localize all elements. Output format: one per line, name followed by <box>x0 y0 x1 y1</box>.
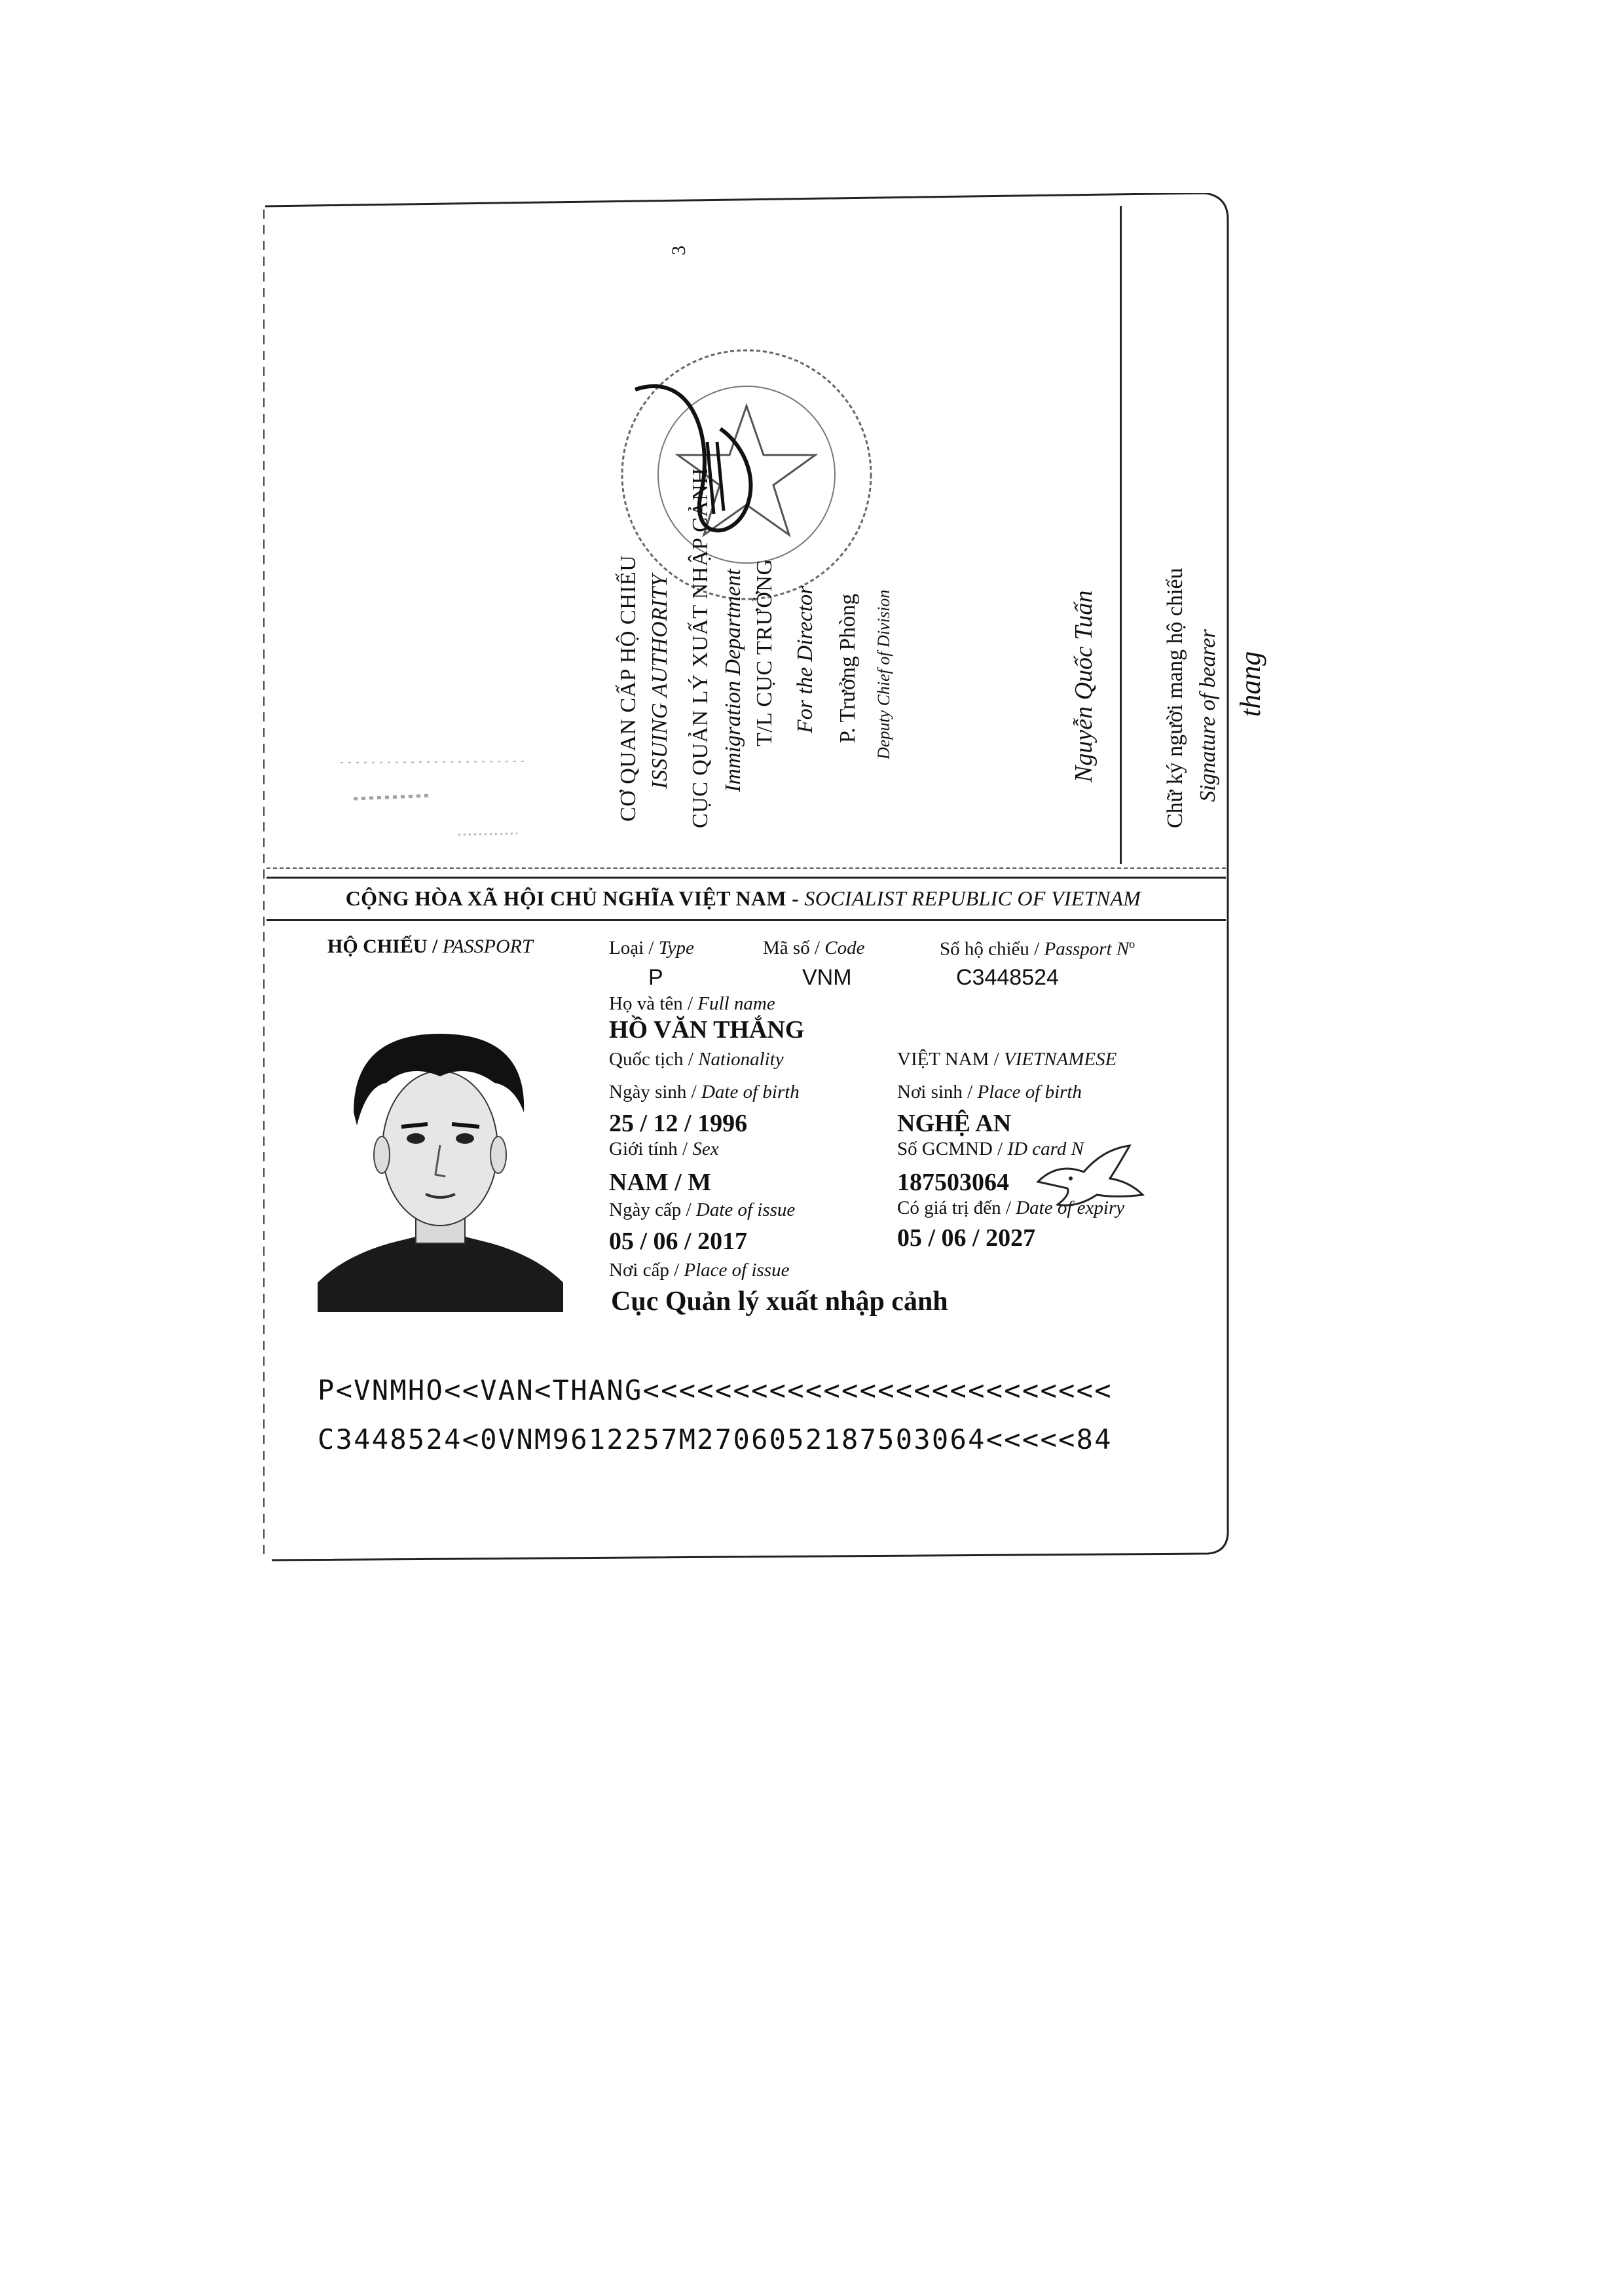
place-of-issue-label <box>609 1260 789 1281</box>
place-of-issue-label-en: Place of issue <box>684 1260 790 1281</box>
country-header-vi: CỘNG HÒA XÃ HỘI CHỦ NGHĨA VIỆT NAM - <box>345 886 805 910</box>
full-name-label <box>609 993 775 1015</box>
bearer-signature: thang <box>1234 651 1266 717</box>
deputy-en: Deputy Chief of Division <box>874 589 893 759</box>
country-header-en: SOCIALIST REPUBLIC OF VIETNAM <box>804 886 1141 910</box>
place-of-issue-value: Cục Quản lý xuất nhập cảnh <box>611 1286 948 1317</box>
sex-value: NAM / M <box>609 1169 712 1196</box>
place-of-birth-value: NGHỆ AN <box>897 1110 1012 1137</box>
signer-name: Nguyễn Quốc Tuấn <box>1070 590 1098 782</box>
code-value: VNM <box>802 965 852 990</box>
document-title-vi: HỘ CHIẾU / <box>327 936 443 957</box>
date-of-issue-label-en: Date of issue <box>695 1199 796 1220</box>
date-of-birth-label-en: Date of birth <box>701 1082 800 1102</box>
bearer-signature-block <box>1162 455 1624 848</box>
date-of-birth-value: 25 / 12 / 1996 <box>609 1110 748 1137</box>
type-label-vi: Loại / <box>609 938 659 958</box>
bearer-signature-label-en: Signature of bearer <box>1196 629 1220 802</box>
nationality-label-vi: Quốc tịch / <box>609 1049 699 1070</box>
header-rule <box>267 919 1226 921</box>
full-name-label-en: Full name <box>697 993 775 1014</box>
mrz-line-2: C3448524<0VNM9612257M2706052187503064<<<<<84 <box>318 1423 1113 1455</box>
sex-label-vi: Giới tính / <box>609 1139 693 1159</box>
mrz-line-1: P<VNMHO<<VAN<THANG<<<<<<<<<<<<<<<<<<<<<<<<<< <box>318 1374 1113 1406</box>
dove-watermark-icon <box>1031 1142 1149 1214</box>
for-director-en: For the Director <box>793 585 817 733</box>
id-card-value: 187503064 <box>897 1169 1009 1196</box>
deputy-vi: P. Trưởng Phòng <box>836 593 860 743</box>
issuing-authority-vi: CƠ QUAN CẤP HỘ CHIẾU <box>616 555 640 822</box>
document-title <box>327 936 533 958</box>
nationality-label-en: Nationality <box>698 1049 784 1070</box>
bearer-photo <box>318 1014 563 1312</box>
full-name-label-vi: Họ và tên / <box>609 993 698 1014</box>
date-of-expiry-value: 05 / 06 / 2027 <box>897 1224 1036 1252</box>
code-label <box>763 938 864 959</box>
date-of-expiry-label-vi: Có giá trị đến / <box>897 1197 1016 1218</box>
place-of-issue-label-vi: Nơi cấp / <box>609 1260 684 1281</box>
observations-page <box>252 193 1266 877</box>
date-of-issue-value: 05 / 06 / 2017 <box>609 1228 748 1255</box>
passport-number-label-sup: o <box>1129 938 1135 951</box>
passport-data-page <box>252 877 1231 1561</box>
nationality-value <box>897 1049 1116 1070</box>
sex-label <box>609 1139 719 1160</box>
page-number: 3 <box>668 246 690 255</box>
department-en: Immigration Department <box>721 569 745 792</box>
place-of-birth-label-en: Place of birth <box>977 1082 1082 1102</box>
nationality-label <box>609 1049 784 1070</box>
fold-line <box>267 867 1226 869</box>
for-director-vi: T/L CỤC TRƯỞNG <box>752 558 777 746</box>
date-of-issue-label-vi: Ngày cấp / <box>609 1199 696 1220</box>
place-of-birth-label-vi: Nơi sinh / <box>897 1082 978 1102</box>
type-value: P <box>648 965 663 990</box>
passport-number-label-en: Passport N <box>1044 938 1130 960</box>
document-title-en: PASSPORT <box>442 936 533 957</box>
scan-noise <box>334 750 530 848</box>
passport-number-label-vi: Số hộ chiếu / <box>940 938 1044 960</box>
id-card-label-en: ID card N <box>1007 1139 1084 1159</box>
date-of-birth-label <box>609 1082 800 1103</box>
place-of-birth-label <box>897 1082 1082 1103</box>
date-of-issue-label <box>609 1199 795 1221</box>
nationality-value-en: VIETNAMESE <box>1003 1049 1117 1070</box>
passport-number-value: C3448524 <box>956 965 1059 990</box>
country-header <box>318 886 1169 911</box>
type-label <box>609 938 694 959</box>
passport-number-label <box>940 938 1135 960</box>
date-of-expiry-label-en: Date of expiry <box>1016 1197 1125 1218</box>
date-of-birth-label-vi: Ngày sinh / <box>609 1082 701 1102</box>
issuing-authority-en: ISSUING AUTHORITY <box>648 574 672 789</box>
department-vi: CỤC QUẢN LÝ XUẤT NHẬP CẢNH <box>688 467 712 828</box>
code-label-vi: Mã số / <box>763 938 825 958</box>
sex-label-en: Sex <box>692 1139 719 1159</box>
type-label-en: Type <box>658 938 694 958</box>
passport-scan <box>252 193 1266 1561</box>
bearer-signature-label-vi: Chữ ký người mang hộ chiếu <box>1163 568 1187 828</box>
code-label-en: Code <box>824 938 865 958</box>
full-name-value: HỒ VĂN THẮNG <box>609 1016 805 1044</box>
id-card-label-vi: Số GCMND / <box>897 1139 1008 1159</box>
nationality-value-vi: VIỆT NAM / <box>897 1049 1004 1070</box>
